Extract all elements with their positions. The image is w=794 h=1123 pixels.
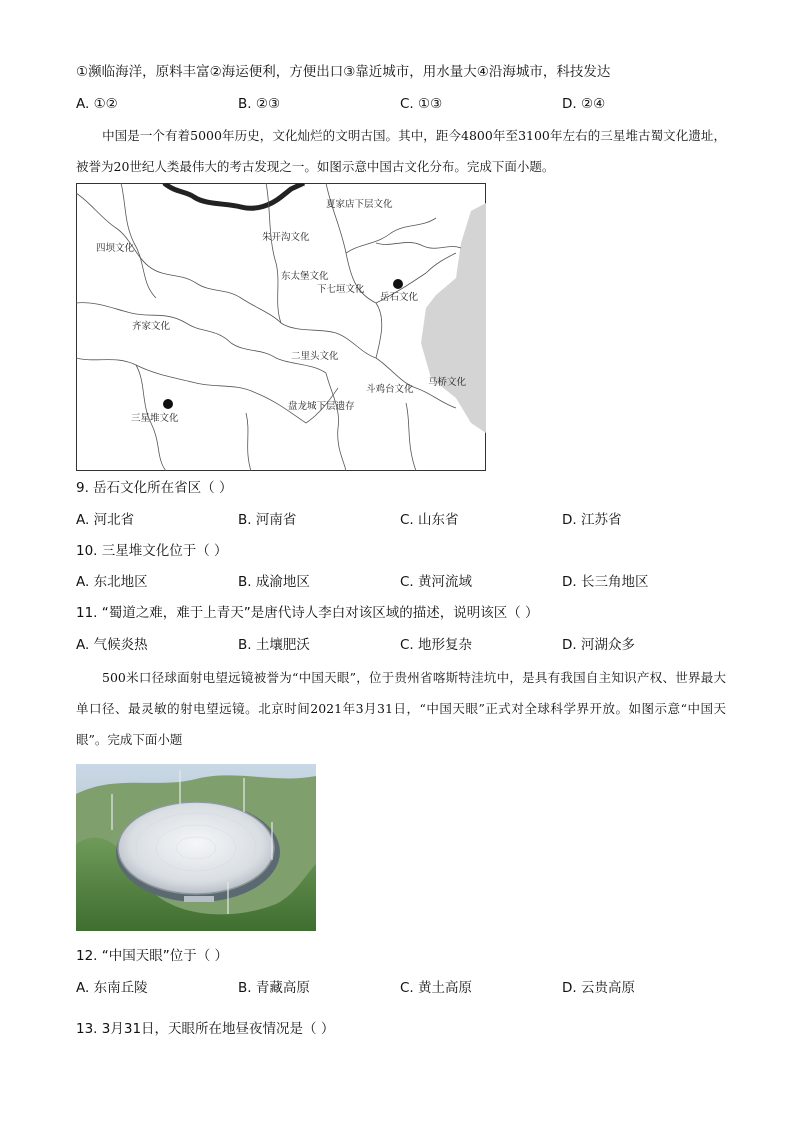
q11-stem: 11. “蜀道之难，难于上青天”是唐代诗人李白对该区域的描述，说明该区（ ）	[76, 605, 539, 621]
label-doujitai: 斗鸡台文化	[366, 384, 414, 395]
q9-option-d[interactable]: D. 江苏省	[562, 512, 622, 528]
q9-stem: 9. 岳石文化所在省区（ ）	[76, 480, 233, 496]
q12-option-c[interactable]: C. 黄土高原	[400, 980, 473, 996]
q11-option-b[interactable]: B. 土壤肥沃	[238, 637, 310, 653]
q9-option-a[interactable]: A. 河北省	[76, 512, 135, 528]
fast-telescope-photo	[76, 764, 316, 931]
passage-ancient-cultures-text: 中国是一个有着5000年历史，文化灿烂的文明古国。其中，距今4800年至3100年左右的三星堆古蜀文化遗址，被誉为20世纪人类最伟大的考古发现之一。如图示意中国古文化分布。完成下面小题。	[76, 128, 726, 174]
sanxingdui-site-dot	[163, 399, 173, 409]
photo-base-structure	[184, 896, 214, 902]
label-maqiao: 马桥文化	[428, 377, 467, 388]
q11-option-d[interactable]: D. 河湖众多	[562, 637, 635, 653]
label-panlongcheng: 盘龙城下层遗存	[288, 401, 355, 412]
q10-option-a[interactable]: A. 东北地区	[76, 574, 148, 590]
q11-option-a[interactable]: A. 气候炎热	[76, 637, 148, 653]
q10-option-b[interactable]: B. 成渝地区	[238, 574, 310, 590]
label-erlitou: 二里头文化	[291, 351, 339, 362]
q12-option-d[interactable]: D. 云贵高原	[562, 980, 635, 996]
passage-china-sky-eye-text: 500米口径球面射电望远镜被誉为“中国天眼”，位于贵州省喀斯特洼坑中，是具有我国自主知识产权、世界最大单口径、最灵敏的射电望远镜。北京时间2021年3月31日，“中国天眼”正式对全球科学界开放。如图示意“中国天眼”。完成下面小题	[76, 670, 726, 747]
q10-stem: 10. 三星堆文化位于（ ）	[76, 543, 228, 559]
label-qijia: 齐家文化	[132, 321, 171, 332]
q8-option-a[interactable]: A. ①②	[76, 96, 118, 112]
label-xiajiadian: 夏家店下层文化	[326, 199, 393, 210]
label-sanxingdui: 三星堆文化	[131, 413, 179, 424]
label-siba: 四坝文化	[96, 243, 135, 254]
q12-option-a[interactable]: A. 东南丘陵	[76, 980, 148, 996]
passage-china-sky-eye	[76, 662, 726, 755]
q9-option-b[interactable]: B. 河南省	[238, 512, 297, 528]
q12-stem: 12. “中国天眼”位于（ ）	[76, 948, 229, 964]
passage-ancient-cultures	[76, 120, 726, 182]
q10-option-c[interactable]: C. 黄河流域	[400, 574, 473, 590]
label-dongtaibao: 东太堡文化	[281, 271, 329, 282]
q13-stem: 13. 3月31日，天眼所在地昼夜情况是（ ）	[76, 1021, 335, 1037]
q8-option-b[interactable]: B. ②③	[238, 96, 281, 112]
q12-option-b[interactable]: B. 青藏高原	[238, 980, 310, 996]
q8-option-d[interactable]: D. ②④	[562, 96, 606, 112]
q11-option-c[interactable]: C. 地形复杂	[400, 637, 473, 653]
label-yueshi: 岳石文化	[380, 292, 419, 303]
label-zhukaigou: 朱开沟文化	[262, 232, 310, 243]
photo-dish	[118, 802, 274, 894]
q9-option-c[interactable]: C. 山东省	[400, 512, 459, 528]
q8-option-c[interactable]: C. ①③	[400, 96, 443, 112]
ancient-culture-map	[76, 183, 486, 471]
yueshi-site-dot	[393, 279, 403, 289]
q8-statement: ①濒临海洋，原料丰富②海运便利，方便出口③靠近城市，用水量大④沿海城市，科技发达	[76, 64, 611, 80]
label-xiaqiyuan: 下七垣文化	[317, 284, 365, 295]
q10-option-d[interactable]: D. 长三角地区	[562, 574, 649, 590]
